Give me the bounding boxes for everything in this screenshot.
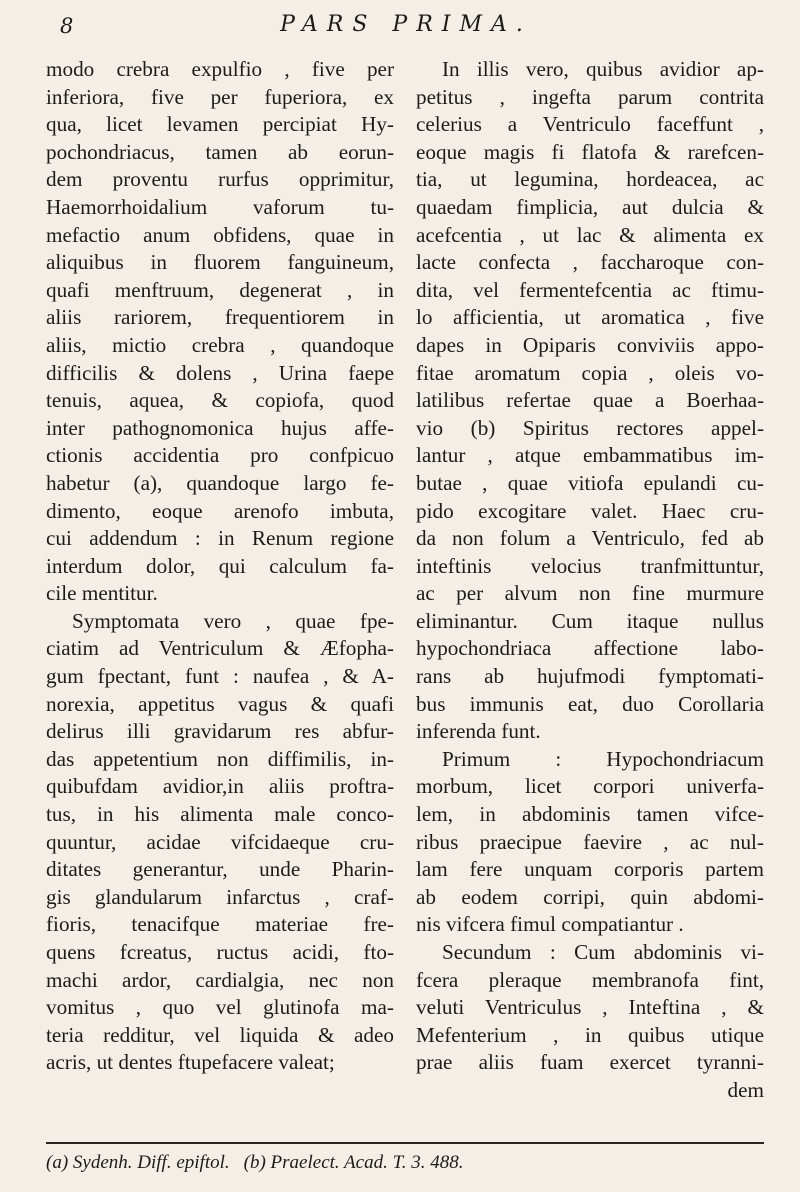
text-line: bus immunis eat, duo Corollaria [416, 691, 764, 716]
text-line: interdum dolor, qui calculum fa- [46, 553, 394, 578]
text-line: quuntur, acidae vifcidaeque cru- [46, 829, 394, 854]
text-line: ctionis accidentia pro confpicuo [46, 443, 394, 468]
text-line: vomitus , quo vel glutinofa ma- [46, 995, 394, 1020]
text-line: modo crebra expulfio , five per [46, 57, 394, 81]
text-line: lem, in abdominis tamen vifce- [416, 802, 764, 827]
text-line: veluti Ventriculus , Inteftina , & [416, 995, 764, 1020]
text-line: aliis rariorem, frequentiorem in [46, 305, 394, 330]
text-line: aliis, mictio crebra , quandoque [46, 332, 394, 357]
text-line: Secundum : Cum abdominis vi- [442, 940, 764, 964]
text-line: morbum, licet corpori univerfa- [416, 774, 764, 799]
text-line: dimento, eoque arenofo imbuta, [46, 498, 394, 523]
text-line: Symptomata vero , quae fpe- [72, 608, 394, 633]
text-line: lantur , atque embammatibus im- [416, 443, 764, 468]
text-line: nis vifcera fimul compatiantur . [416, 912, 684, 937]
text-line: quaedam fimplicia, aut dulcia & [416, 194, 764, 219]
text-line: tia, ut legumina, hordeacea, ac [416, 167, 764, 192]
text-line: inferiora, five per fuperiora, ex [46, 84, 394, 109]
text-line: In illis vero, quibus avidior ap- [442, 57, 764, 81]
text-line: acris, ut dentes ftupefacere valeat; [46, 1050, 335, 1075]
text-line: gis glandularum infarctus , craf- [46, 884, 394, 909]
text-line: petitus , ingefta parum contrita [416, 84, 764, 109]
text-line: dita, vel fermentefcentia ac ftimu- [416, 277, 764, 302]
text-line: rans ab hujufmodi fymptomati- [416, 664, 764, 689]
left-column [46, 56, 394, 1105]
text-line: cile mentitur. [46, 581, 158, 606]
text-line: fioris, tenacifque materiae fre- [46, 912, 394, 937]
text-line: dem [727, 1077, 764, 1102]
text-line: celerius a Ventriculo faceffunt , [416, 112, 764, 137]
text-line: Mefenterium , in quibus utique [416, 1022, 764, 1047]
text-line: lo afficientia, ut aromatica , five [416, 305, 764, 330]
text-line: Primum : Hypochondriacum [442, 746, 764, 771]
text-line: lacte confecta , faccharoque con- [416, 250, 764, 275]
text-line: quens fcreatus, ructus acidi, fto- [46, 940, 394, 964]
text-line: aliquibus in fluorem fanguineum, [46, 250, 394, 275]
footnote-rule [46, 1142, 764, 1144]
running-head: PARS PRIMA. [280, 12, 532, 37]
text-line: dapes in Opiparis conviviis appo- [416, 332, 764, 357]
text-line: das appetentium non diffimilis, in- [46, 746, 394, 771]
text-line: dem proventu rurfus opprimitur, [46, 167, 394, 192]
text-line: inter pathognomonica hujus affe- [46, 415, 394, 440]
text-line: acefcentia , ut lac & alimenta ex [416, 222, 764, 247]
text-line: ac per alvum non fine murmure [416, 581, 764, 606]
text-line: pochondriacus, tamen ab eorun- [46, 139, 394, 164]
text-line: da non folum a Ventriculo, fed ab [416, 526, 764, 551]
text-line: ab eodem corripi, quin abdomi- [416, 884, 764, 909]
text-line: tenuis, aquea, & copiofa, quod [46, 388, 394, 413]
text-line: teria redditur, vel liquida & adeo [46, 1022, 394, 1047]
text-line: latilibus refertae quae a Boerhaa- [416, 388, 764, 413]
text-line: Haemorrhoidalium vaforum tu- [46, 194, 394, 219]
text-line: gum fpectant, funt : naufea , & A- [46, 664, 394, 689]
text-line: fcera pleraque membranofa fint, [416, 967, 764, 992]
text-line: delirus illi gravidarum res abfur- [46, 719, 394, 744]
text-line: inferenda funt. [416, 719, 541, 744]
text-line: tus, in his alimenta male conco- [46, 802, 394, 827]
text-line: ditates generantur, unde Pharin- [46, 857, 394, 882]
text-line: machi ardor, cardialgia, nec non [46, 967, 394, 992]
text-line: fitae aromatum copia , oleis vo- [416, 360, 764, 385]
text-line: quafi menftruum, degenerat , in [46, 277, 394, 302]
text-line: mefactio anum obfidens, quae in [46, 222, 394, 247]
text-line: cui addendum : in Renum regione [46, 526, 394, 551]
text-line: prae aliis fuam exercet tyranni- [416, 1050, 764, 1075]
text-line: norexia, appetitus vagus & quafi [46, 691, 394, 716]
text-line: hypochondriaca affectione labo- [416, 636, 764, 661]
text-line: eoque magis fi flatofa & rarefcen- [416, 139, 764, 164]
text-line: ribus praecipue faevire , ac nul- [416, 829, 764, 854]
text-line: inteftinis velocius tranfmittuntur, [416, 553, 764, 578]
footnotes [46, 1150, 764, 1176]
right-column [416, 56, 764, 1105]
page-number: 8 [60, 14, 74, 38]
footnote-a: (a) Sydenh. Diff. epiftol. [46, 1152, 230, 1173]
text-line: ciatim ad Ventriculum & Æfopha- [46, 636, 394, 661]
text-line: difficilis & dolens , Urina faepe [46, 360, 394, 385]
text-line: lam fere unquam corporis partem [416, 857, 764, 882]
text-line: quibufdam avidior,in aliis proftra- [46, 774, 394, 799]
text-line: vio (b) Spiritus rectores appel- [416, 415, 764, 440]
text-line: habetur (a), quandoque largo fe- [46, 470, 394, 495]
text-line: butae , quae vitiofa epulandi cu- [416, 470, 764, 495]
footnote-b: (b) Praelect. Acad. T. 3. 488. [243, 1152, 464, 1173]
text-line: eliminantur. Cum itaque nullus [416, 608, 764, 633]
text-line: qua, licet levamen percipiat Hy- [46, 112, 394, 137]
text-line: pido excogitare valet. Haec cru- [416, 498, 764, 523]
page-header [52, 8, 760, 48]
text-columns [46, 56, 764, 1105]
